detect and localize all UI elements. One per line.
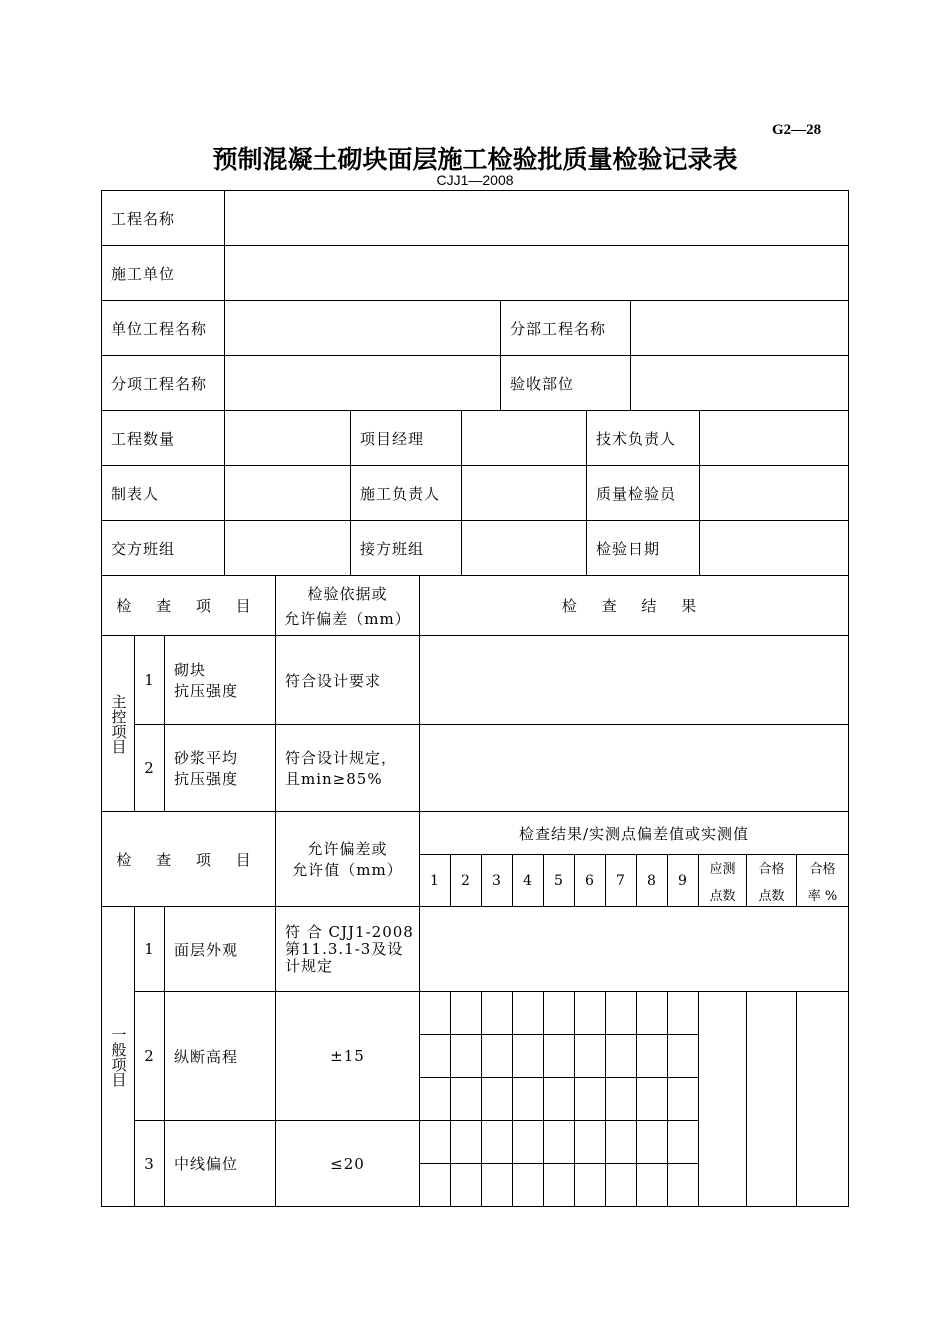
main-control-group xyxy=(102,636,135,812)
measure-cell[interactable] xyxy=(606,1035,637,1078)
mc-header-basis xyxy=(276,576,420,636)
mc-row-basis xyxy=(276,725,420,812)
mc-row-basis-line2: 且min≥85% xyxy=(285,770,383,788)
measure-cell[interactable] xyxy=(451,992,482,1035)
mc-row-item xyxy=(165,636,276,725)
measure-cell[interactable] xyxy=(420,1035,451,1078)
measure-cell[interactable] xyxy=(451,1078,482,1121)
point-col-header: 4 xyxy=(513,855,544,907)
measure-cell[interactable] xyxy=(637,1164,668,1207)
measure-cell[interactable] xyxy=(575,1121,606,1164)
acceptance-part-value[interactable] xyxy=(631,356,849,411)
standard-code: CJJ1—2008 xyxy=(436,172,514,188)
gen-row-tol-line2: 第11.3.1-3及设 xyxy=(285,939,404,958)
receiving-team-label: 接方班组 xyxy=(351,521,462,576)
point-col-header: 3 xyxy=(482,855,513,907)
measure-cell[interactable] xyxy=(668,1078,699,1121)
mc-row-no: 2 xyxy=(135,725,165,812)
measure-cell[interactable] xyxy=(544,1035,575,1078)
mc-header-item: 检 查 项 目 xyxy=(102,576,276,636)
receiving-team-value[interactable] xyxy=(462,521,587,576)
measure-cell[interactable] xyxy=(420,1078,451,1121)
measure-cell[interactable] xyxy=(668,1164,699,1207)
measure-cell[interactable] xyxy=(544,992,575,1035)
measure-cell[interactable] xyxy=(451,1164,482,1207)
gen-row-tolerance: ±15 xyxy=(276,992,420,1121)
measure-cell[interactable] xyxy=(637,1035,668,1078)
pass-rate-line2: 率 % xyxy=(807,888,838,904)
measure-cell[interactable] xyxy=(420,992,451,1035)
measure-cell[interactable] xyxy=(544,1164,575,1207)
measure-cell[interactable] xyxy=(606,1078,637,1121)
measure-cell[interactable] xyxy=(420,1121,451,1164)
measure-cell[interactable] xyxy=(482,1035,513,1078)
form-title: 预制混凝土砌块面层施工检验批质量检验记录表 xyxy=(212,145,738,174)
inspection-date-label: 检验日期 xyxy=(587,521,700,576)
contractor-label: 施工单位 xyxy=(102,246,225,301)
project-name-value[interactable] xyxy=(225,191,849,246)
gen-header-tol-line2: 允许值（mm） xyxy=(292,861,403,879)
should-measure-header xyxy=(699,855,747,907)
point-col-header: 6 xyxy=(575,855,606,907)
sub-project-value[interactable] xyxy=(631,301,849,356)
gen-header-item: 检 查 项 目 xyxy=(102,812,276,907)
gen-header-tolerance xyxy=(276,812,420,907)
measure-cell[interactable] xyxy=(637,1078,668,1121)
measure-cell[interactable] xyxy=(637,1121,668,1164)
measure-cell[interactable] xyxy=(668,992,699,1035)
inspection-date-value[interactable] xyxy=(700,521,849,576)
preparer-value[interactable] xyxy=(225,466,351,521)
measure-cell[interactable] xyxy=(482,1164,513,1207)
quantity-value[interactable] xyxy=(225,411,351,466)
project-manager-value[interactable] xyxy=(462,411,587,466)
point-col-header: 2 xyxy=(451,855,482,907)
contractor-value[interactable] xyxy=(225,246,849,301)
measure-cell[interactable] xyxy=(544,1121,575,1164)
gen-row-no: 3 xyxy=(135,1121,165,1207)
mc-row-basis-line1: 符合设计规定， xyxy=(285,749,398,767)
gen-row-tolerance xyxy=(276,907,420,992)
pass-rate-header xyxy=(797,855,849,907)
handover-team-value[interactable] xyxy=(225,521,351,576)
measure-cell[interactable] xyxy=(451,1035,482,1078)
tech-lead-value[interactable] xyxy=(700,411,849,466)
mc-header-basis-line1: 检验依据或 xyxy=(307,584,388,603)
mc-row-item-line1: 砂浆平均 xyxy=(174,749,239,767)
mc-row-result[interactable] xyxy=(420,725,849,812)
pass-points-header xyxy=(747,855,797,907)
measure-cell[interactable] xyxy=(575,992,606,1035)
pass-points-line1: 合格 xyxy=(758,861,785,877)
pass-rate-cell[interactable] xyxy=(797,992,849,1207)
mc-row-item-line1: 砌块 xyxy=(174,661,207,679)
measure-cell[interactable] xyxy=(513,1164,544,1207)
gen-row-tol-line3: 计规定 xyxy=(285,956,334,975)
main-control-label: 主控项目 xyxy=(109,693,128,754)
measure-cell[interactable] xyxy=(482,1078,513,1121)
measure-cell[interactable] xyxy=(575,1164,606,1207)
mc-header-result: 检 查 结 果 xyxy=(420,576,849,636)
quality-inspector-label: 质量检验员 xyxy=(587,466,700,521)
item-project-value[interactable] xyxy=(225,356,501,411)
measure-cell[interactable] xyxy=(482,1121,513,1164)
mc-row-basis: 符合设计要求 xyxy=(276,636,420,725)
general-table xyxy=(101,811,849,1207)
unit-project-label: 单位工程名称 xyxy=(102,301,225,356)
acceptance-part-label: 验收部位 xyxy=(501,356,631,411)
gen-row-item: 纵断高程 xyxy=(165,992,276,1121)
measure-cell[interactable] xyxy=(544,1078,575,1121)
item-project-label: 分项工程名称 xyxy=(102,356,225,411)
measure-cell[interactable] xyxy=(482,992,513,1035)
point-col-header: 1 xyxy=(420,855,451,907)
measure-cell[interactable] xyxy=(451,1121,482,1164)
measure-cell[interactable] xyxy=(606,1121,637,1164)
project-manager-label: 项目经理 xyxy=(351,411,462,466)
tech-lead-label: 技术负责人 xyxy=(587,411,700,466)
quality-inspector-value[interactable] xyxy=(700,466,849,521)
should-measure-cell[interactable] xyxy=(699,992,747,1207)
form-code: G2—28 xyxy=(772,122,822,138)
pass-points-line2: 点数 xyxy=(758,888,785,904)
gen-header-tol-line1: 允许偏差或 xyxy=(307,840,388,858)
mc-row-item-line2: 抗压强度 xyxy=(174,770,239,788)
measure-cell[interactable] xyxy=(513,992,544,1035)
measure-cell[interactable] xyxy=(606,1164,637,1207)
mc-row-no: 1 xyxy=(135,636,165,725)
pass-points-cell[interactable] xyxy=(747,992,797,1207)
handover-team-label: 交方班组 xyxy=(102,521,225,576)
measure-cell[interactable] xyxy=(513,1121,544,1164)
preparer-label: 制表人 xyxy=(102,466,225,521)
pass-rate-line1: 合格 xyxy=(809,861,836,877)
gen-row-no: 2 xyxy=(135,992,165,1121)
point-col-header: 5 xyxy=(544,855,575,907)
mc-row-item-line2: 抗压强度 xyxy=(174,682,239,700)
general-label: 一般项目 xyxy=(109,1026,128,1087)
unit-project-value[interactable] xyxy=(225,301,501,356)
measure-cell[interactable] xyxy=(513,1035,544,1078)
gen-header-result: 检查结果/实测点偏差值或实测值 xyxy=(420,812,849,855)
measure-cell[interactable] xyxy=(575,1078,606,1121)
measure-cell[interactable] xyxy=(668,1035,699,1078)
sub-project-label: 分部工程名称 xyxy=(501,301,631,356)
gen-row-no: 1 xyxy=(135,907,165,992)
measure-cell[interactable] xyxy=(637,992,668,1035)
measure-cell[interactable] xyxy=(606,992,637,1035)
general-group xyxy=(102,907,135,1207)
project-name-label: 工程名称 xyxy=(102,191,225,246)
gen-row-item: 面层外观 xyxy=(165,907,276,992)
info-table xyxy=(101,190,849,576)
point-col-header: 8 xyxy=(637,855,668,907)
point-col-header: 7 xyxy=(606,855,637,907)
should-measure-line2: 点数 xyxy=(709,888,736,904)
construction-lead-value[interactable] xyxy=(462,466,587,521)
mc-row-item xyxy=(165,725,276,812)
mc-row-result[interactable] xyxy=(420,636,849,725)
measure-cell[interactable] xyxy=(668,1121,699,1164)
gen-row-item: 中线偏位 xyxy=(165,1121,276,1207)
gen-row-tolerance: ≤20 xyxy=(276,1121,420,1207)
measure-cell[interactable] xyxy=(513,1078,544,1121)
should-measure-line1: 应测 xyxy=(709,861,736,877)
main-control-table xyxy=(101,575,849,812)
measure-cell[interactable] xyxy=(420,1164,451,1207)
point-col-header: 9 xyxy=(668,855,699,907)
construction-lead-label: 施工负责人 xyxy=(351,466,462,521)
mc-header-basis-line2: 允许偏差（mm） xyxy=(284,609,411,628)
measure-cell[interactable] xyxy=(575,1035,606,1078)
gen-row-tol-line1: 符 合 CJJ1-2008 xyxy=(285,922,414,941)
gen-row-result[interactable] xyxy=(420,907,849,992)
quantity-label: 工程数量 xyxy=(102,411,225,466)
